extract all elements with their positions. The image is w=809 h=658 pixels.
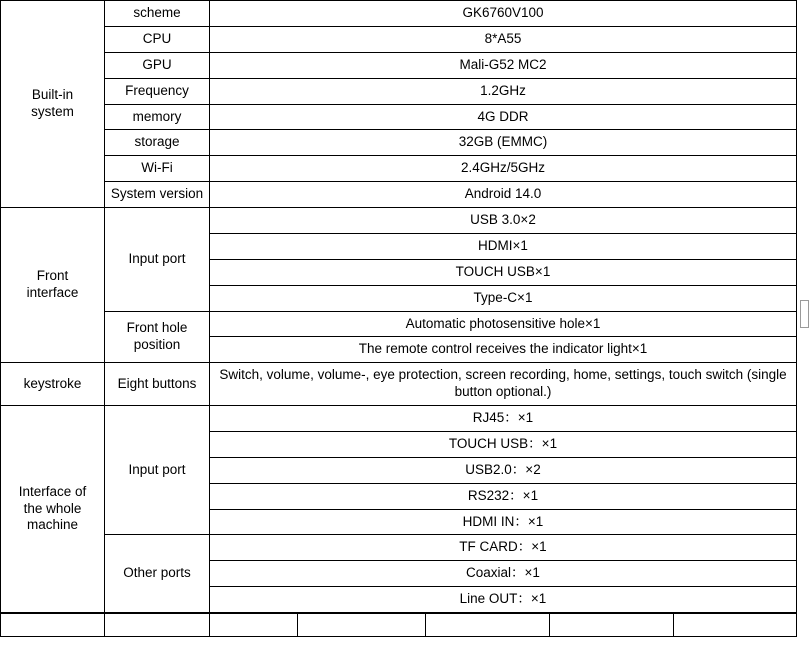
table-row <box>1 182 797 208</box>
table-row <box>1 26 797 52</box>
category-label-line3: machine <box>26 517 79 533</box>
table-row <box>1 363 797 406</box>
sub-label-front-hole-position <box>105 311 210 363</box>
category-cell-builtin-system <box>1 1 105 208</box>
empty-cell <box>210 614 298 637</box>
value-system-version: Android 14.0 <box>210 182 797 208</box>
value-front-remote-indicator: The remote control receives the indicator light×1 <box>210 337 797 363</box>
sub-label-eight-buttons: Eight buttons <box>105 363 210 406</box>
value-front-touch-usb: TOUCH USB×1 <box>210 259 797 285</box>
value-whole-touch-usb: TOUCH USB：×1 <box>210 431 797 457</box>
sub-label-whole-input-port: Input port <box>105 406 210 535</box>
value-wifi: 2.4GHz/5GHz <box>210 156 797 182</box>
sub-label-front-input-port: Input port <box>105 208 210 312</box>
empty-cell <box>1 614 105 637</box>
sub-label-storage: storage <box>105 130 210 156</box>
value-whole-line-out: Line OUT：×1 <box>210 587 797 613</box>
category-cell-front-interface <box>1 208 105 363</box>
category-cell-keystroke: keystroke <box>1 363 105 406</box>
sub-label-scheme: scheme <box>105 1 210 27</box>
table-row <box>1 311 797 337</box>
right-edge-handle[interactable] <box>800 300 809 328</box>
table-row <box>1 78 797 104</box>
empty-cell <box>674 614 797 637</box>
empty-cell <box>550 614 674 637</box>
sub-label-line1: Front hole <box>126 320 188 335</box>
table-row <box>1 614 797 637</box>
empty-cell <box>298 614 426 637</box>
value-gpu: Mali-G52 MC2 <box>210 52 797 78</box>
category-label-line1: Built-in <box>31 87 74 103</box>
partial-next-section-row <box>0 613 797 637</box>
value-storage: 32GB (EMMC) <box>210 130 797 156</box>
value-front-hdmi: HDMI×1 <box>210 233 797 259</box>
category-label-line2: system <box>31 104 74 119</box>
empty-cell <box>426 614 550 637</box>
value-cpu: 8*A55 <box>210 26 797 52</box>
sub-label-line2: position <box>133 336 181 352</box>
table-row <box>1 130 797 156</box>
sub-label-gpu: GPU <box>105 52 210 78</box>
empty-cell <box>105 614 210 637</box>
category-label-line1: Interface of <box>18 483 87 499</box>
value-front-photosensitive: Automatic photosensitive hole×1 <box>210 311 797 337</box>
category-cell-whole-machine <box>1 406 105 613</box>
table-row <box>1 156 797 182</box>
value-whole-hdmi-in: HDMI IN：×1 <box>210 509 797 535</box>
table-row <box>1 52 797 78</box>
value-frequency: 1.2GHz <box>210 78 797 104</box>
sub-label-memory: memory <box>105 104 210 130</box>
sub-label-frequency: Frequency <box>105 78 210 104</box>
category-label-line2: interface <box>26 285 79 301</box>
table-row <box>1 535 797 561</box>
sub-label-other-ports: Other ports <box>105 535 210 613</box>
value-memory: 4G DDR <box>210 104 797 130</box>
value-keystroke-buttons: Switch, volume, volume-, eye protection, screen recording, home, settings, touch switch (single button optional.) <box>210 363 797 406</box>
value-whole-rj45: RJ45：×1 <box>210 406 797 432</box>
value-whole-usb20: USB2.0：×2 <box>210 457 797 483</box>
sub-label-wifi: Wi-Fi <box>105 156 210 182</box>
sub-label-cpu: CPU <box>105 26 210 52</box>
value-scheme: GK6760V100 <box>210 1 797 27</box>
table-row <box>1 1 797 27</box>
table-row <box>1 406 797 432</box>
value-whole-coaxial: Coaxial：×1 <box>210 561 797 587</box>
table-row <box>1 104 797 130</box>
value-whole-rs232: RS232：×1 <box>210 483 797 509</box>
table-row <box>1 208 797 234</box>
value-whole-tf-card: TF CARD：×1 <box>210 535 797 561</box>
sub-label-system-version: System version <box>105 182 210 208</box>
category-label-line1: Front <box>36 268 69 284</box>
category-label-line2: the whole <box>23 500 82 516</box>
value-front-usb3: USB 3.0×2 <box>210 208 797 234</box>
value-front-typec: Type-C×1 <box>210 285 797 311</box>
